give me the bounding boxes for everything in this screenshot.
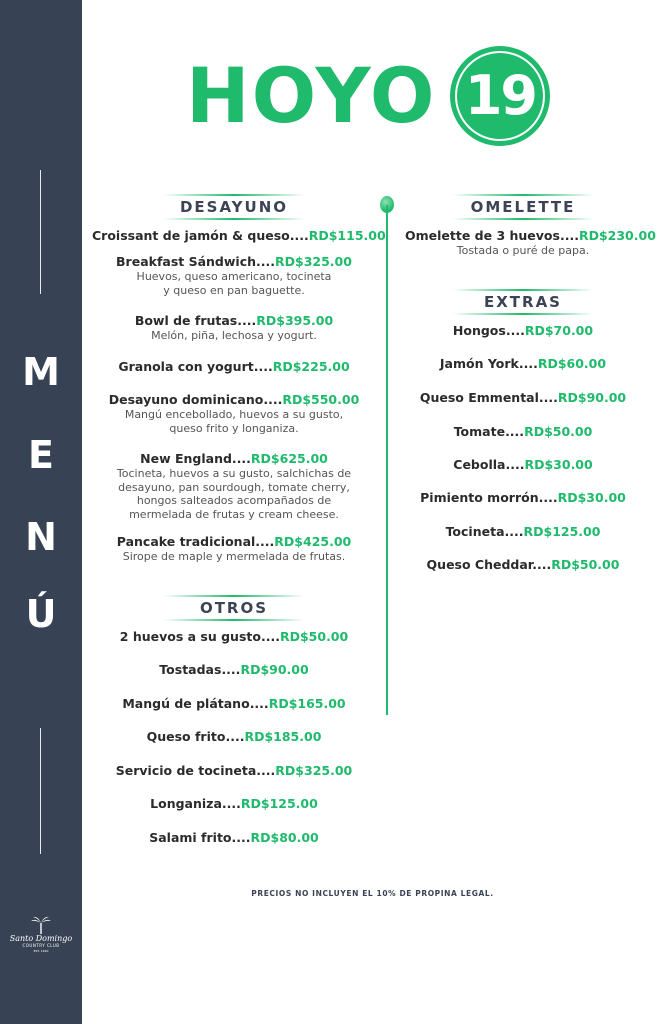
menu-item: Queso Cheddar....RD$50.00 (426, 557, 620, 572)
menu-item: Hongos....RD$70.00 (452, 323, 594, 338)
title-number: 19 (464, 64, 537, 127)
club-logo (8, 916, 74, 954)
title-word: HOYO (186, 50, 437, 140)
sidebar (0, 0, 82, 1024)
menu-item: Servicio de tocineta....RD$325.00 (115, 763, 353, 778)
menu-item: Breakfast Sándwich....RD$325.00 Huevos, queso americano, tocineta y queso en pan baguette. (116, 254, 352, 297)
menu-item: Salami frito....RD$80.00 (149, 830, 319, 845)
menu-item: Croissant de jamón & queso....RD$115.00 (92, 228, 386, 243)
palm-tree-icon (30, 916, 52, 934)
menu-item: Jamón York....RD$60.00 (439, 356, 607, 371)
section-heading-extras: EXTRAS (405, 289, 641, 315)
sidebar-letter-n: N (25, 515, 57, 559)
menu-item: Tostadas....RD$90.00 (159, 662, 309, 677)
menu-item: 2 huevos a su gusto....RD$50.00 (119, 629, 349, 644)
menu-item: Longaniza....RD$125.00 (150, 796, 318, 811)
section-heading-otros: OTROS (92, 595, 376, 621)
sidebar-letter-e: E (28, 433, 54, 477)
menu-item: Queso frito....RD$185.00 (146, 729, 322, 744)
column-divider (386, 205, 388, 715)
menu-item: Tocineta....RD$125.00 (445, 524, 601, 539)
logo-sub-text: COUNTRY CLUB (22, 943, 60, 948)
menu-item: Pancake tradicional....RD$425.00 Sirope de maple y mermelada de frutas. (116, 534, 352, 563)
sidebar-line-bottom (40, 728, 41, 854)
left-column (92, 0, 386, 1024)
menu-item: Pimiento morrón....RD$30.00 (420, 490, 626, 505)
menu-item: Bowl de frutas....RD$395.00 Melón, piña, lechosa y yogurt. (134, 313, 334, 342)
sidebar-letter-u: Ú (25, 592, 57, 636)
menu-item: Granola con yogurt....RD$225.00 (118, 359, 350, 374)
menu-item: New England....RD$625.00 Tocineta, huevos a su gusto, salchichas de desayuno, pan sourdough, tomate cherry, hongos salteados acompañados de mermelada de frutas y cream cheese. (116, 451, 352, 521)
footer-note: PRECIOS NO INCLUYEN EL 10% DE PROPINA LEGAL. (251, 889, 494, 898)
menu-item: Omelette de 3 huevos....RD$230.00 Tostada o puré de papa. (405, 228, 656, 257)
menu-item: Mangú de plátano....RD$165.00 (122, 696, 346, 711)
menu-item: Cebolla....RD$30.00 (453, 457, 593, 472)
right-column (405, 0, 656, 1024)
sidebar-letter-m: M (22, 350, 60, 394)
section-heading-omelette: OMELETTE (405, 194, 641, 220)
menu-item: Desayuno dominicano....RD$550.00 Mangú encebollado, huevos a su gusto, queso frito y longaniza. (108, 392, 360, 435)
logo-script-text: Santo Domingo (9, 934, 73, 943)
menu-item: Queso Emmental....RD$90.00 (419, 390, 627, 405)
sidebar-line-top (40, 170, 41, 294)
logo-est-text: EST. 1920 (33, 949, 49, 953)
section-heading-desayuno: DESAYUNO (92, 194, 376, 220)
menu-item: Tomate....RD$50.00 (453, 424, 593, 439)
